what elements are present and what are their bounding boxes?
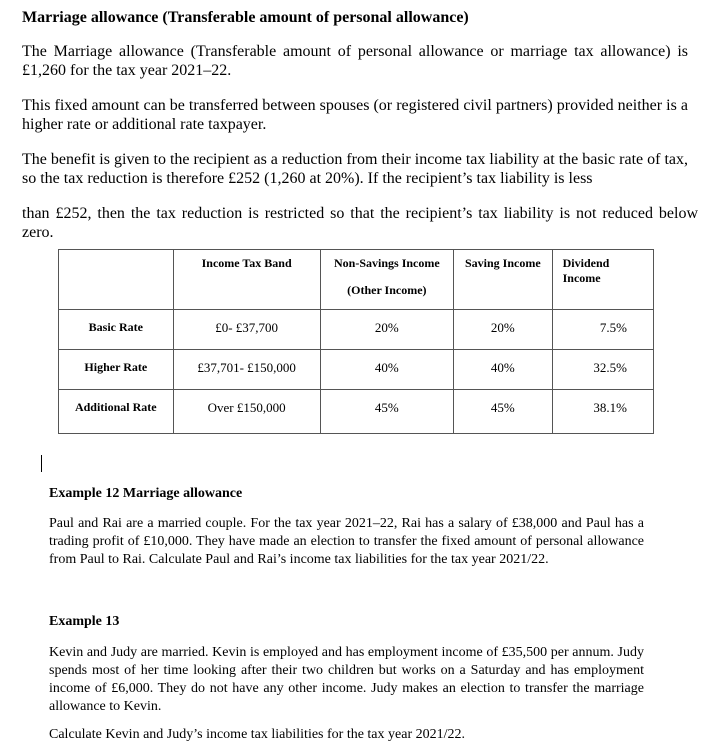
- table-header-row: [59, 250, 654, 310]
- header-dividend-income-label: Income: [562, 271, 601, 285]
- non-savings-cell: 20%: [320, 310, 453, 350]
- row-label: Additional Rate: [59, 390, 174, 434]
- example-12-text: Paul and Rai are a married couple. For the tax year 2021–22, Rai has a salary of £38,000 and Paul has a trading profit of £10,000. They have made an election to transfer the fixed amount of personal allowance from Paul to Rai. Calculate Paul and Rai’s income tax liabilities for the tax year 2021/22.: [49, 516, 644, 567]
- table-row: [59, 350, 654, 390]
- row-label: Basic Rate: [59, 310, 174, 350]
- non-savings-cell: 40%: [320, 350, 453, 390]
- header-non-savings: [320, 250, 453, 310]
- dividend-cell: 38.1%: [552, 390, 653, 434]
- saving-cell: 45%: [454, 390, 553, 434]
- header-dividend-income: [552, 250, 653, 310]
- header-empty-cell: [59, 250, 174, 310]
- paragraph-benefit: The benefit is given to the recipient as a reduction from their income tax liability at the basic rate of tax, so the tax reduction is therefore £252 (1,260 at 20%). If the recipient’s tax liability is less: [22, 151, 688, 187]
- saving-cell: 40%: [454, 350, 553, 390]
- header-dividend-label: Dividend: [562, 256, 610, 270]
- header-income-tax-band: [173, 250, 320, 310]
- non-savings-cell: 45%: [320, 390, 453, 434]
- row-label: Higher Rate: [59, 350, 174, 390]
- dividend-cell: 7.5%: [552, 310, 653, 350]
- table-row: [59, 390, 654, 434]
- example-13-question: Calculate Kevin and Judy’s income tax liabilities for the tax year 2021/22.: [49, 727, 466, 742]
- saving-cell: 20%: [454, 310, 553, 350]
- paragraph-transfer-condition: This fixed amount can be transferred between spouses (or registered civil partners) provided neither is a higher rate or additional rate taxpayer.: [22, 97, 688, 133]
- tax-rates-table: [58, 249, 654, 434]
- header-other-income-label: (Other Income): [347, 283, 427, 297]
- header-non-savings-label: Non-Savings Income: [334, 256, 440, 270]
- example-13-title: Example 13: [49, 614, 120, 629]
- header-band-label: Income Tax Band: [201, 256, 292, 270]
- dividend-cell: 32.5%: [552, 350, 653, 390]
- example-13-text: Kevin and Judy are married. Kevin is employed and has employment income of £35,500 per annum. Judy spends most of her time looking after their two children but works on a Saturday and has employment income of £6,000. They do not have any other income. Judy makes an election to transfer the marriage allowance to Kevin.: [49, 645, 644, 714]
- section-heading: Marriage allowance (Transferable amount of personal allowance): [22, 9, 469, 26]
- band-cell: £37,701- £150,000: [173, 350, 320, 390]
- band-cell: Over £150,000: [173, 390, 320, 434]
- band-cell: £0- £37,700: [173, 310, 320, 350]
- header-saving-label: Saving Income: [464, 256, 541, 270]
- text-cursor: [41, 455, 42, 472]
- table-row: [59, 310, 654, 350]
- header-saving-income: [454, 250, 553, 310]
- paragraph-allowance-amount: The Marriage allowance (Transferable amount of personal allowance or marriage tax allowance) is £1,260 for the tax year 2021–22.: [22, 43, 688, 79]
- paragraph-restriction: than £252, then the tax reduction is restricted so that the recipient’s tax liability is not reduced below zero.: [22, 205, 698, 241]
- example-12-title: Example 12 Marriage allowance: [49, 486, 243, 501]
